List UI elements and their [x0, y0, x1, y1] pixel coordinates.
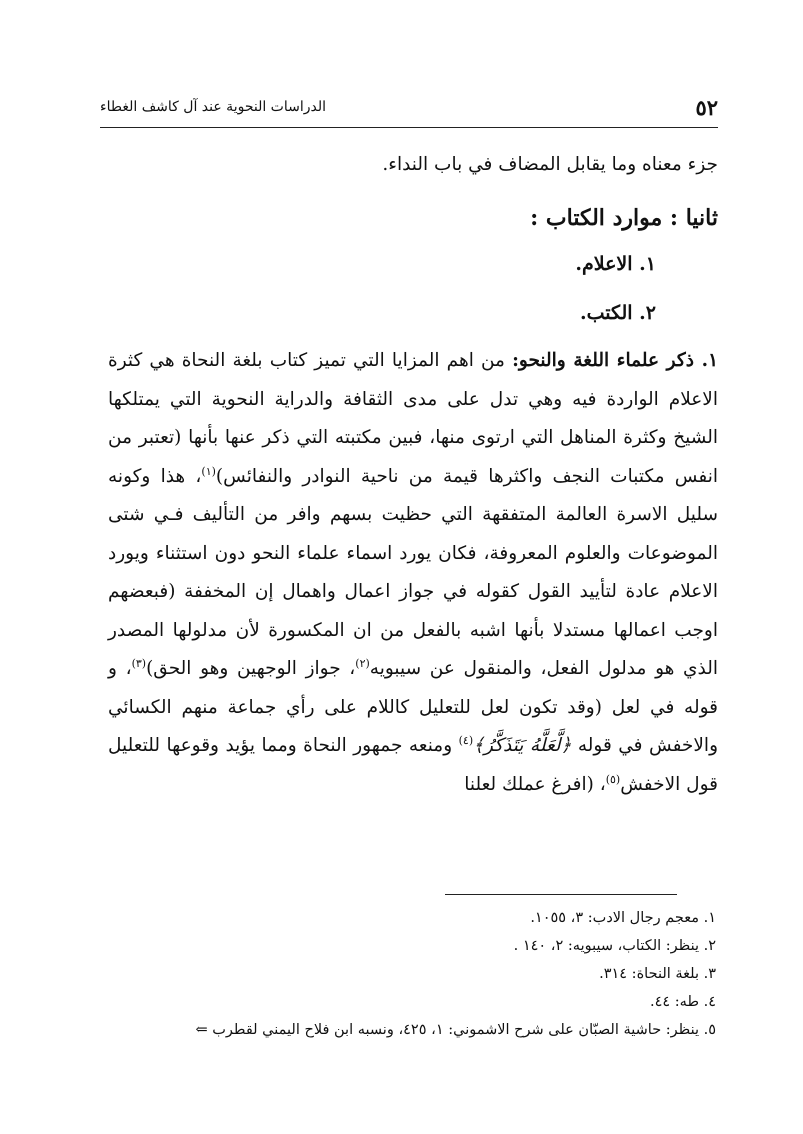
- list-item: ١. الاعلام.: [575, 253, 656, 275]
- body-paragraph: [108, 342, 718, 804]
- paragraph-text: ، هذا وكونه سليل الاسرة العالمة المتفقهة التي حظيت بسهم وافر من التأليف فـي شتى الموضوعات والعلوم المعروفة، فكان يورد اسماء علماء النحو دون استثناء ويورد الاعلام عادة لتأييد القول كقوله في جواز اعمال واهمال إن المخففة (فبعضهم اوجب اعمالها مستدلا بأنها اشبه بالفعل من ان المكسورة لأن مدلولها المصدر الذي هو مدلول الفعل، والمنقول عن سيبويه: [108, 465, 718, 679]
- footnote-ref: (١): [201, 464, 216, 478]
- footnote: ١. معجم رجال الادب: ٣، ١٠٥٥.: [530, 910, 716, 926]
- footnote: ٣. بلغة النحاة: ٣١٤.: [599, 966, 716, 982]
- running-header: [100, 92, 718, 122]
- intro-line: جزء معناه وما يقابل المضاف في باب النداء.: [382, 154, 718, 175]
- footnote-ref: (٥): [605, 772, 621, 786]
- paragraph-text: من اهم المزايا التي تميز كتاب بلغة النحاة هي كثرة الاعلام الواردة فيه وهي تدل على مدى الثقافة والدراية النحوية التي يمتلكها الشيخ وكثرة المناهل التي ارتوى منها، فبين مكتبته التي ذكر عنها بأنها (تعتبر من انفس مكتبات النجف واكثرها قيمة من ناحية النوادر والنفائس): [108, 350, 718, 487]
- paragraph-text: ومنعه جمهور النحاة ومما يؤيد وقوعها للتعليل قول الاخفش: [108, 735, 718, 795]
- footnote: ٥. ينظر: حاشية الصبّان على شرح الاشموني: ١، ٤٢٥، ونسبه ابن فلاح اليمني لقطرب ⇐: [195, 1022, 716, 1038]
- footnote: ٤. طه: ٤٤.: [649, 994, 716, 1010]
- paragraph-text: ، (افرغ عملك لعلنا: [464, 773, 606, 795]
- main-text: [108, 146, 718, 804]
- paragraph-text: ، جواز الوجهين وهو الحق): [146, 658, 356, 679]
- footnote: ٢. ينظر: الكتاب، سيبويه: ٢، ١٤٠ .: [513, 938, 716, 954]
- footnote-ref: (٤): [458, 733, 474, 747]
- page-number: ٥٢: [695, 94, 718, 120]
- footnote-separator: [445, 894, 677, 895]
- quranic-verse: ﴿لَّعَلَّهُ يَتَذَكَّرُ﴾: [473, 735, 572, 756]
- section-heading: ثانيا : موارد الكتاب :: [530, 204, 718, 231]
- footnote-ref: (٢): [355, 656, 370, 670]
- header-title: الدراسات النحوية عند آل كاشف الغطاء: [100, 99, 327, 115]
- header-rule: [100, 127, 718, 128]
- paragraph-lead: ١. ذكر علماء اللغة والنحو:: [512, 350, 718, 371]
- list-item: ٢. الكتب.: [579, 301, 656, 324]
- paragraph-text: ، و قوله في لعل (وقد تكون لعل للتعليل كاللام على رأي جماعة منهم الكسائي والاخفش في قوله: [108, 658, 718, 756]
- footnote-ref: (٣): [131, 656, 147, 670]
- footnotes: [100, 904, 718, 1044]
